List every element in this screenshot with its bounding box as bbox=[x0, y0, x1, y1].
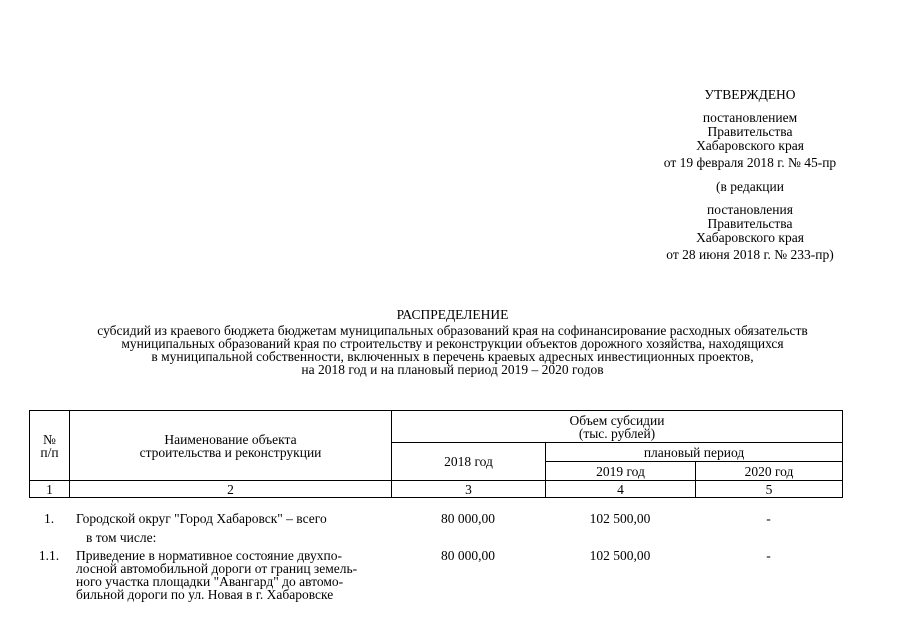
row-value-2019: 102 500,00 bbox=[589, 548, 651, 563]
row-name-line: бильной дороги по ул. Новая в г. Хабаровске bbox=[76, 587, 334, 602]
row-value-2018: 80 000,00 bbox=[441, 511, 495, 526]
row-number: 1.1. bbox=[38, 548, 60, 563]
row-name-line: Городской округ "Город Хабаровск" – всего bbox=[76, 511, 327, 526]
row-name bbox=[76, 512, 386, 525]
title-line: на 2018 год и на плановый период 2019 – 2020 годов bbox=[301, 362, 604, 377]
region-label: Хабаровского края bbox=[696, 138, 804, 153]
header-num-sub: п/п bbox=[40, 444, 59, 460]
row-number: 1. bbox=[43, 511, 55, 526]
title-line: муниципальных образований края по строительству и реконструкции объектов дорожного хозяйства, находящихся bbox=[121, 336, 784, 351]
header-name-cell bbox=[70, 411, 392, 481]
title-line: субсидий из краевого бюджета бюджетам муниципальных образований края на софинансирование расходных обязательств bbox=[97, 323, 808, 338]
col-number-4: 4 bbox=[546, 481, 696, 498]
row-value-2019: 102 500,00 bbox=[589, 511, 651, 526]
header-year-2020: 2020 год bbox=[696, 462, 843, 481]
revision-label: (в редакции bbox=[716, 179, 784, 194]
resolution-date: от 19 февраля 2018 г. № 45-пр bbox=[663, 155, 837, 170]
revision-resolution-label: постановления bbox=[707, 202, 793, 217]
row-value-2020: - bbox=[766, 511, 771, 526]
subsidy-table-header bbox=[29, 410, 843, 498]
government-label: Правительства bbox=[707, 124, 793, 139]
header-name: Наименование объекта bbox=[164, 431, 297, 447]
header-volume-cell bbox=[392, 411, 843, 443]
in-that-number-label: в том числе: bbox=[86, 530, 157, 545]
header-name-sub: строительства и реконструкции bbox=[139, 444, 322, 460]
revision-government-label: Правительства bbox=[707, 216, 793, 231]
approval-stamp bbox=[600, 88, 900, 262]
row-name-line: лосной автомобильной дороги от границ земель- bbox=[76, 561, 358, 576]
row-name bbox=[76, 549, 386, 601]
header-volume: Объем субсидии bbox=[569, 412, 665, 428]
header-planned-period: плановый период bbox=[546, 443, 843, 462]
header-year-2019: 2019 год bbox=[546, 462, 696, 481]
header-num-cell bbox=[30, 411, 70, 481]
revision-region-label: Хабаровского края bbox=[696, 230, 804, 245]
col-number-2: 2 bbox=[70, 481, 392, 498]
row-name-line: Приведение в нормативное состояние двухпо- bbox=[76, 548, 342, 563]
revision-date: от 28 июня 2018 г. № 233-пр) bbox=[666, 247, 834, 262]
header-year-2018: 2018 год bbox=[392, 443, 546, 481]
col-number-5: 5 bbox=[696, 481, 843, 498]
approved-label: УТВЕРЖДЕНО bbox=[704, 87, 796, 102]
resolution-label: постановлением bbox=[702, 110, 798, 125]
header-num: № bbox=[43, 431, 56, 447]
row-name-line: ного участка площадки "Авангард" до автомо- bbox=[76, 574, 344, 589]
col-number-3: 3 bbox=[392, 481, 546, 498]
row-value-2018: 80 000,00 bbox=[441, 548, 495, 563]
col-number-1: 1 bbox=[30, 481, 70, 498]
title-line: в муниципальной собственности, включенных в перечень краевых адресных инвестиционных проектов, bbox=[151, 349, 754, 364]
document-heading: РАСПРЕДЕЛЕНИЕ bbox=[396, 307, 509, 322]
row-value-2020: - bbox=[766, 548, 771, 563]
document-title bbox=[0, 308, 905, 376]
header-volume-unit: (тыс. рублей) bbox=[578, 425, 656, 441]
